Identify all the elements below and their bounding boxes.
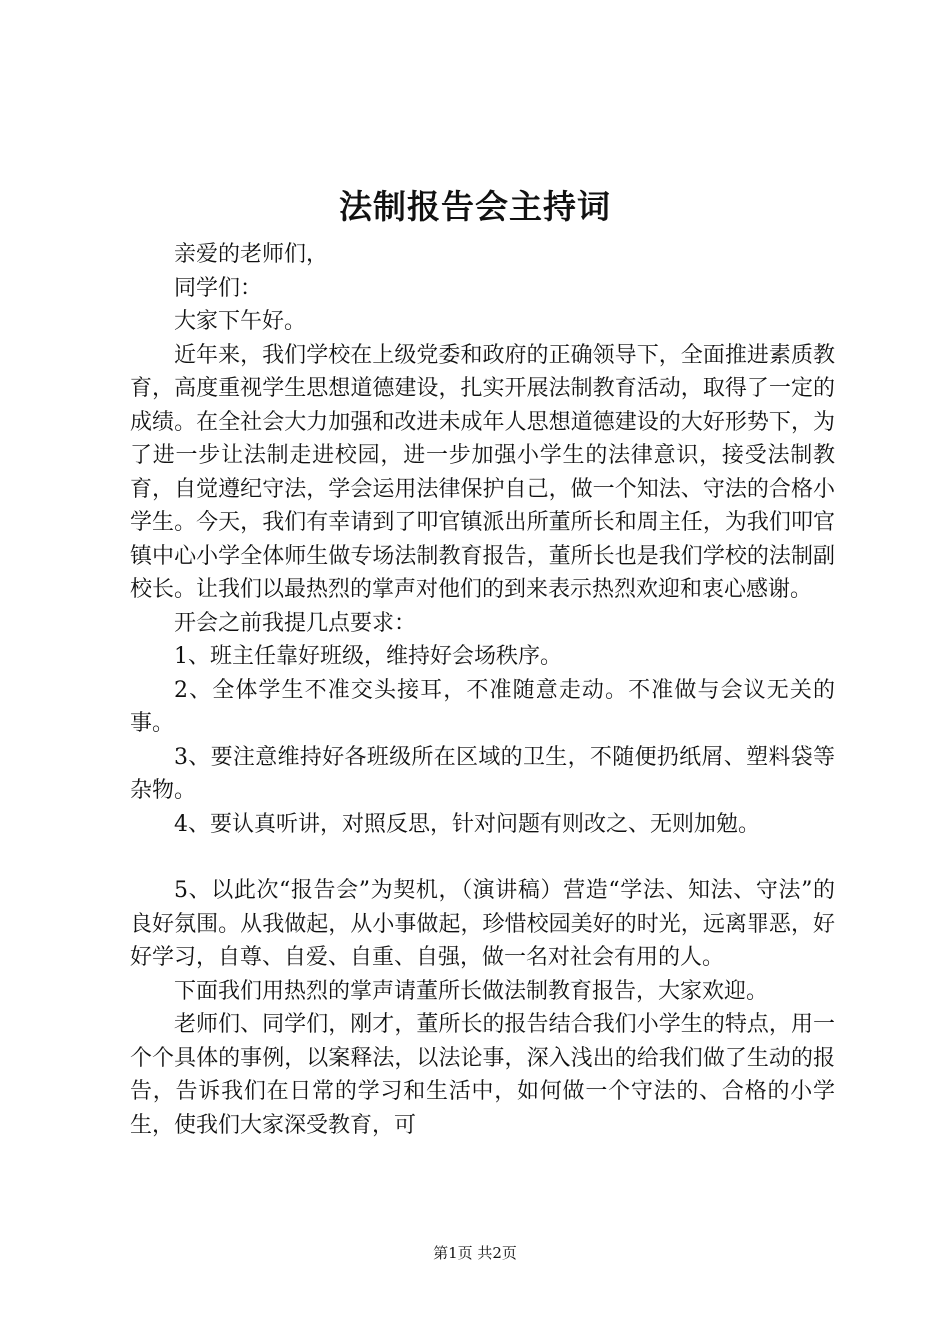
paragraph-requirement-4: 4、要认真听讲，对照反思，针对问题有则改之、无则加勉。 (174, 811, 760, 837)
paragraph-introduction: 近年来，我们学校在上级党委和政府的正确领导下，全面推进素质教育，高度重视学生思想道德建设，扎实开展法制教育活动，取得了一定的成绩。在全社会大力加强和改进未成年人思想道德建设的大好形势下，为了进一步让法制走进校园，进一步加强小学生的法律意识，接受法制教育，自觉遵纪守法，学会运用法律保护自己，做一个知法、守法的合格小学生。今天，我们有幸请到了叩官镇派出所董所长和周主任，为我们叩官镇中心小学全体师生做专场法制教育报告，董所长也是我们学校的法制副校长。让我们以最热烈的掌声对他们的到来表示热烈欢迎和衷心感谢。 (130, 342, 835, 602)
paragraph-requirement-2: 2、全体学生不准交头接耳，不准随意走动。不准做与会议无关的事。 (130, 677, 835, 736)
paragraph-salutation-teachers: 亲爱的老师们， (174, 242, 329, 267)
document-title: 法制报告会主持词 (339, 187, 611, 226)
document-body (130, 238, 835, 1142)
paragraph-requirement-3: 3、要注意维持好各班级所在区域的卫生，不随便扔纸屑、塑料袋等杂物。 (130, 744, 835, 803)
page-number-footer: 第1页 共2页 (433, 1244, 517, 1262)
paragraph-salutation-students: 同学们： (174, 275, 263, 301)
paragraph-requirement-1: 1、班主任靠好班级，维持好会场秩序。 (174, 644, 562, 669)
paragraph-closing-remarks: 老师们、同学们，刚才，董所长的报告结合我们小学生的特点，用一个个具体的事例，以案释法，以法论事，深入浅出的给我们做了生动的报告，告诉我们在日常的学习和生活中，如何做一个守法的、合格的小学生，使我们大家深受教育，可 (130, 1012, 835, 1138)
paragraph-requirements-intro: 开会之前我提几点要求： (174, 610, 417, 636)
paragraph-greeting: 大家下午好。 (174, 309, 307, 334)
paragraph-requirement-5: 5、以此次“报告会”为契机，（演讲稿）营造“学法、知法、守法”的良好氛围。从我做起，从小事做起，珍惜校园美好的时光，远离罪恶，好好学习，自尊、自爱、自重、自强，做一名对社会有用的人。 (130, 878, 835, 970)
paragraph-welcome-report: 下面我们用热烈的掌声请董所长做法制教育报告，大家欢迎。 (174, 978, 769, 1004)
